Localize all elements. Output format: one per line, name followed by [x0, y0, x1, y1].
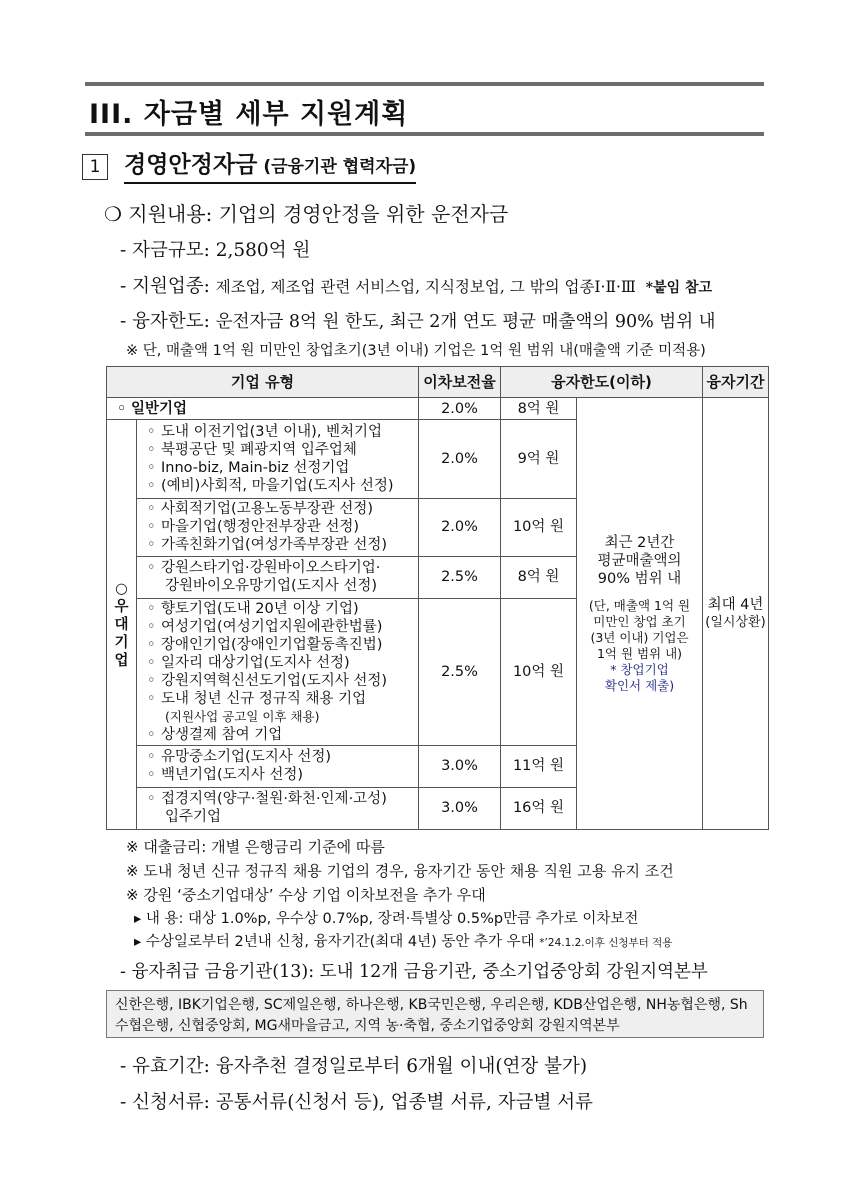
limit-line: - 융자한도: 운전자금 8억 원 한도, 최근 2개 연도 평균 매출액의 90% 범위 내: [120, 311, 716, 332]
subnote-line: ▸ 내 용: 대상 1.0%p, 우수상 0.7%p, 장려·특별상 0.5%p만큼 추가로 이차보전: [134, 911, 639, 927]
limit-cell: 9억 원: [501, 420, 577, 498]
limit-cell: 16억 원: [501, 787, 577, 829]
list-item: ◦ 강원지역혁신선도기업(도지사 선정): [147, 672, 418, 690]
table-row: [107, 398, 769, 420]
validity-line: - 유효기간: 융자추천 결정일로부터 6개월 이내(연장 불가): [120, 1056, 588, 1077]
section-header: [85, 82, 764, 136]
subnote-small: *’24.1.2.이후 신청부터 적용: [539, 937, 673, 949]
limit-cell: 8억 원: [501, 556, 577, 598]
documents-line: - 신청서류: 공통서류(신청서 등), 업종별 서류, 자금별 서류: [120, 1092, 594, 1113]
list-item: ◦ 사회적기업(고용노동부장관 선정): [147, 500, 418, 518]
list-item: ◦ 북평공단 및 폐광지역 입주업체: [147, 441, 418, 459]
item-subtitle: (금융기관 협력자금): [263, 157, 417, 177]
rate-cell: 2.0%: [419, 398, 501, 420]
list-item: ◦ 가족친화기업(여성가족부장관 선정): [147, 536, 418, 554]
limit-cell: 10억 원: [501, 598, 577, 745]
list-item: ◦ 접경지역(양구·철원·화천·인제·고성): [147, 790, 418, 808]
annex-reference: *붙임 참고: [645, 280, 713, 296]
period-cell: 최대 4년 (일시상환): [703, 398, 769, 830]
rate-cell: 3.0%: [419, 787, 501, 829]
rate-cell: 2.5%: [419, 556, 501, 598]
preferred-label: ○ 우 대 기 업: [107, 420, 137, 830]
rate-cell: 3.0%: [419, 745, 501, 787]
section-title-text: 자금별 세부 지원계획: [143, 99, 409, 130]
banks-box: 신한은행, IBK기업은행, SC제일은행, 하나은행, KB국민은행, 우리은행, KDB산업은행, NH농협은행, Sh수협은행, 신협중앙회, MG새마을금고, 지역 농·축협, 중소기업중앙회 강원지역본부: [106, 990, 764, 1038]
rate-cell: 2.5%: [419, 598, 501, 745]
rate-cell: 2.0%: [419, 498, 501, 556]
scale-line: - 자금규모: 2,580억 원: [120, 240, 311, 261]
limit-cell: 11억 원: [501, 745, 577, 787]
limit-note: ※ 단, 매출액 1억 원 미만인 창업초기(3년 이내) 기업은 1억 원 범위 내(매출액 기준 미적용): [126, 343, 706, 359]
rate-cell: 2.0%: [419, 420, 501, 498]
list-item: 입주기업: [165, 809, 222, 826]
section-number: III.: [89, 99, 134, 130]
content-line: ❍ 지원내용: 기업의 경영안정을 위한 운전자금: [104, 202, 509, 226]
header-cell: 기업 유형: [107, 367, 419, 398]
header-rule-bottom: [85, 132, 764, 136]
list-item: ◦ 도내 청년 신규 정규직 채용 기업: [147, 690, 418, 708]
list-item: ◦ 향토기업(도내 20년 이상 기업): [147, 600, 418, 618]
limit-cell: 10억 원: [501, 498, 577, 556]
note-line: ※ 강원 ‘중소기업대상’ 수상 기업 이차보전을 추가 우대: [126, 886, 486, 904]
header-cell: 융자한도(이하): [501, 367, 703, 398]
list-item: ◦ 일반기업: [117, 400, 418, 418]
section-title: [89, 92, 408, 131]
list-item: ◦ 도내 이전기업(3년 이내), 벤처기업: [147, 423, 418, 441]
table-header-row: [107, 367, 769, 398]
list-item: ◦ 마을기업(행정안전부장관 선정): [147, 518, 418, 536]
list-item: ◦ Inno-biz, Main-biz 선정기업: [147, 459, 418, 477]
item-number-box: 1: [82, 154, 108, 180]
item-title-text: 경영안정자금: [124, 152, 258, 178]
header-cell: 융자기간: [703, 367, 769, 398]
limit-note: (단, 매출액 1억 원 미만인 창업 초기 (3년 이내) 기업은 1억 원 범위 내) * 창업기업 확인서 제출): [588, 597, 691, 693]
bullet-icon: ❍: [104, 202, 122, 226]
list-item: ◦ 상생결제 참여 기업: [147, 726, 418, 744]
list-item: 강원바이오유망기업(도지사 선정): [165, 578, 378, 595]
list-item: ◦ 장애인기업(장애인기업활동촉진법): [147, 636, 418, 654]
institutions-line: - 융자취급 금융기관(13): 도내 12개 금융기관, 중소기업중앙회 강원지역본부: [120, 962, 708, 982]
subnote-line: ▸ 수상일로부터 2년내 신청, 융자기간(최대 4년) 동안 추가 우대 *’24.1.2.이후 신청부터 적용: [134, 934, 673, 950]
note-line: ※ 도내 청년 신규 정규직 채용 기업의 경우, 융자기간 동안 채용 직원 고용 유지 조건: [126, 862, 674, 880]
list-item: ◦ 유망중소기업(도지사 선정): [147, 748, 418, 766]
support-table: [106, 366, 769, 830]
industry-line: - 지원업종: 제조업, 제조업 관련 서비스업, 지식정보업, 그 밖의 업종Ⅰ·Ⅱ·Ⅲ *붙임 참고: [120, 276, 713, 297]
header-rule-top: [85, 82, 764, 86]
list-item: ◦ 강원스타기업·강원바이오스타기업·: [147, 559, 418, 577]
list-item: ◦ 일자리 대상기업(도지사 선정): [147, 654, 418, 672]
list-item: ◦ 백년기업(도지사 선정): [147, 766, 418, 784]
list-item: (지원사업 공고일 이후 채용): [165, 708, 320, 724]
note-line: ※ 대출금리: 개별 은행금리 기준에 따름: [126, 838, 385, 856]
list-item: ◦ (예비)사회적, 마을기업(도지사 선정): [147, 477, 418, 495]
header-cell: 이차보전율: [419, 367, 501, 398]
limit-common-cell: 최근 2년간 평균매출액의 90% 범위 내 (단, 매출액 1억 원 미만인 창업 초기 (3년 이내) 기업은 1억 원 범위 내) * 창업기업 확인서 제출): [577, 398, 703, 830]
item-title: [124, 150, 416, 184]
list-item: ◦ 여성기업(여성기업지원에관한법률): [147, 618, 418, 636]
limit-cell: 8억 원: [501, 398, 577, 420]
